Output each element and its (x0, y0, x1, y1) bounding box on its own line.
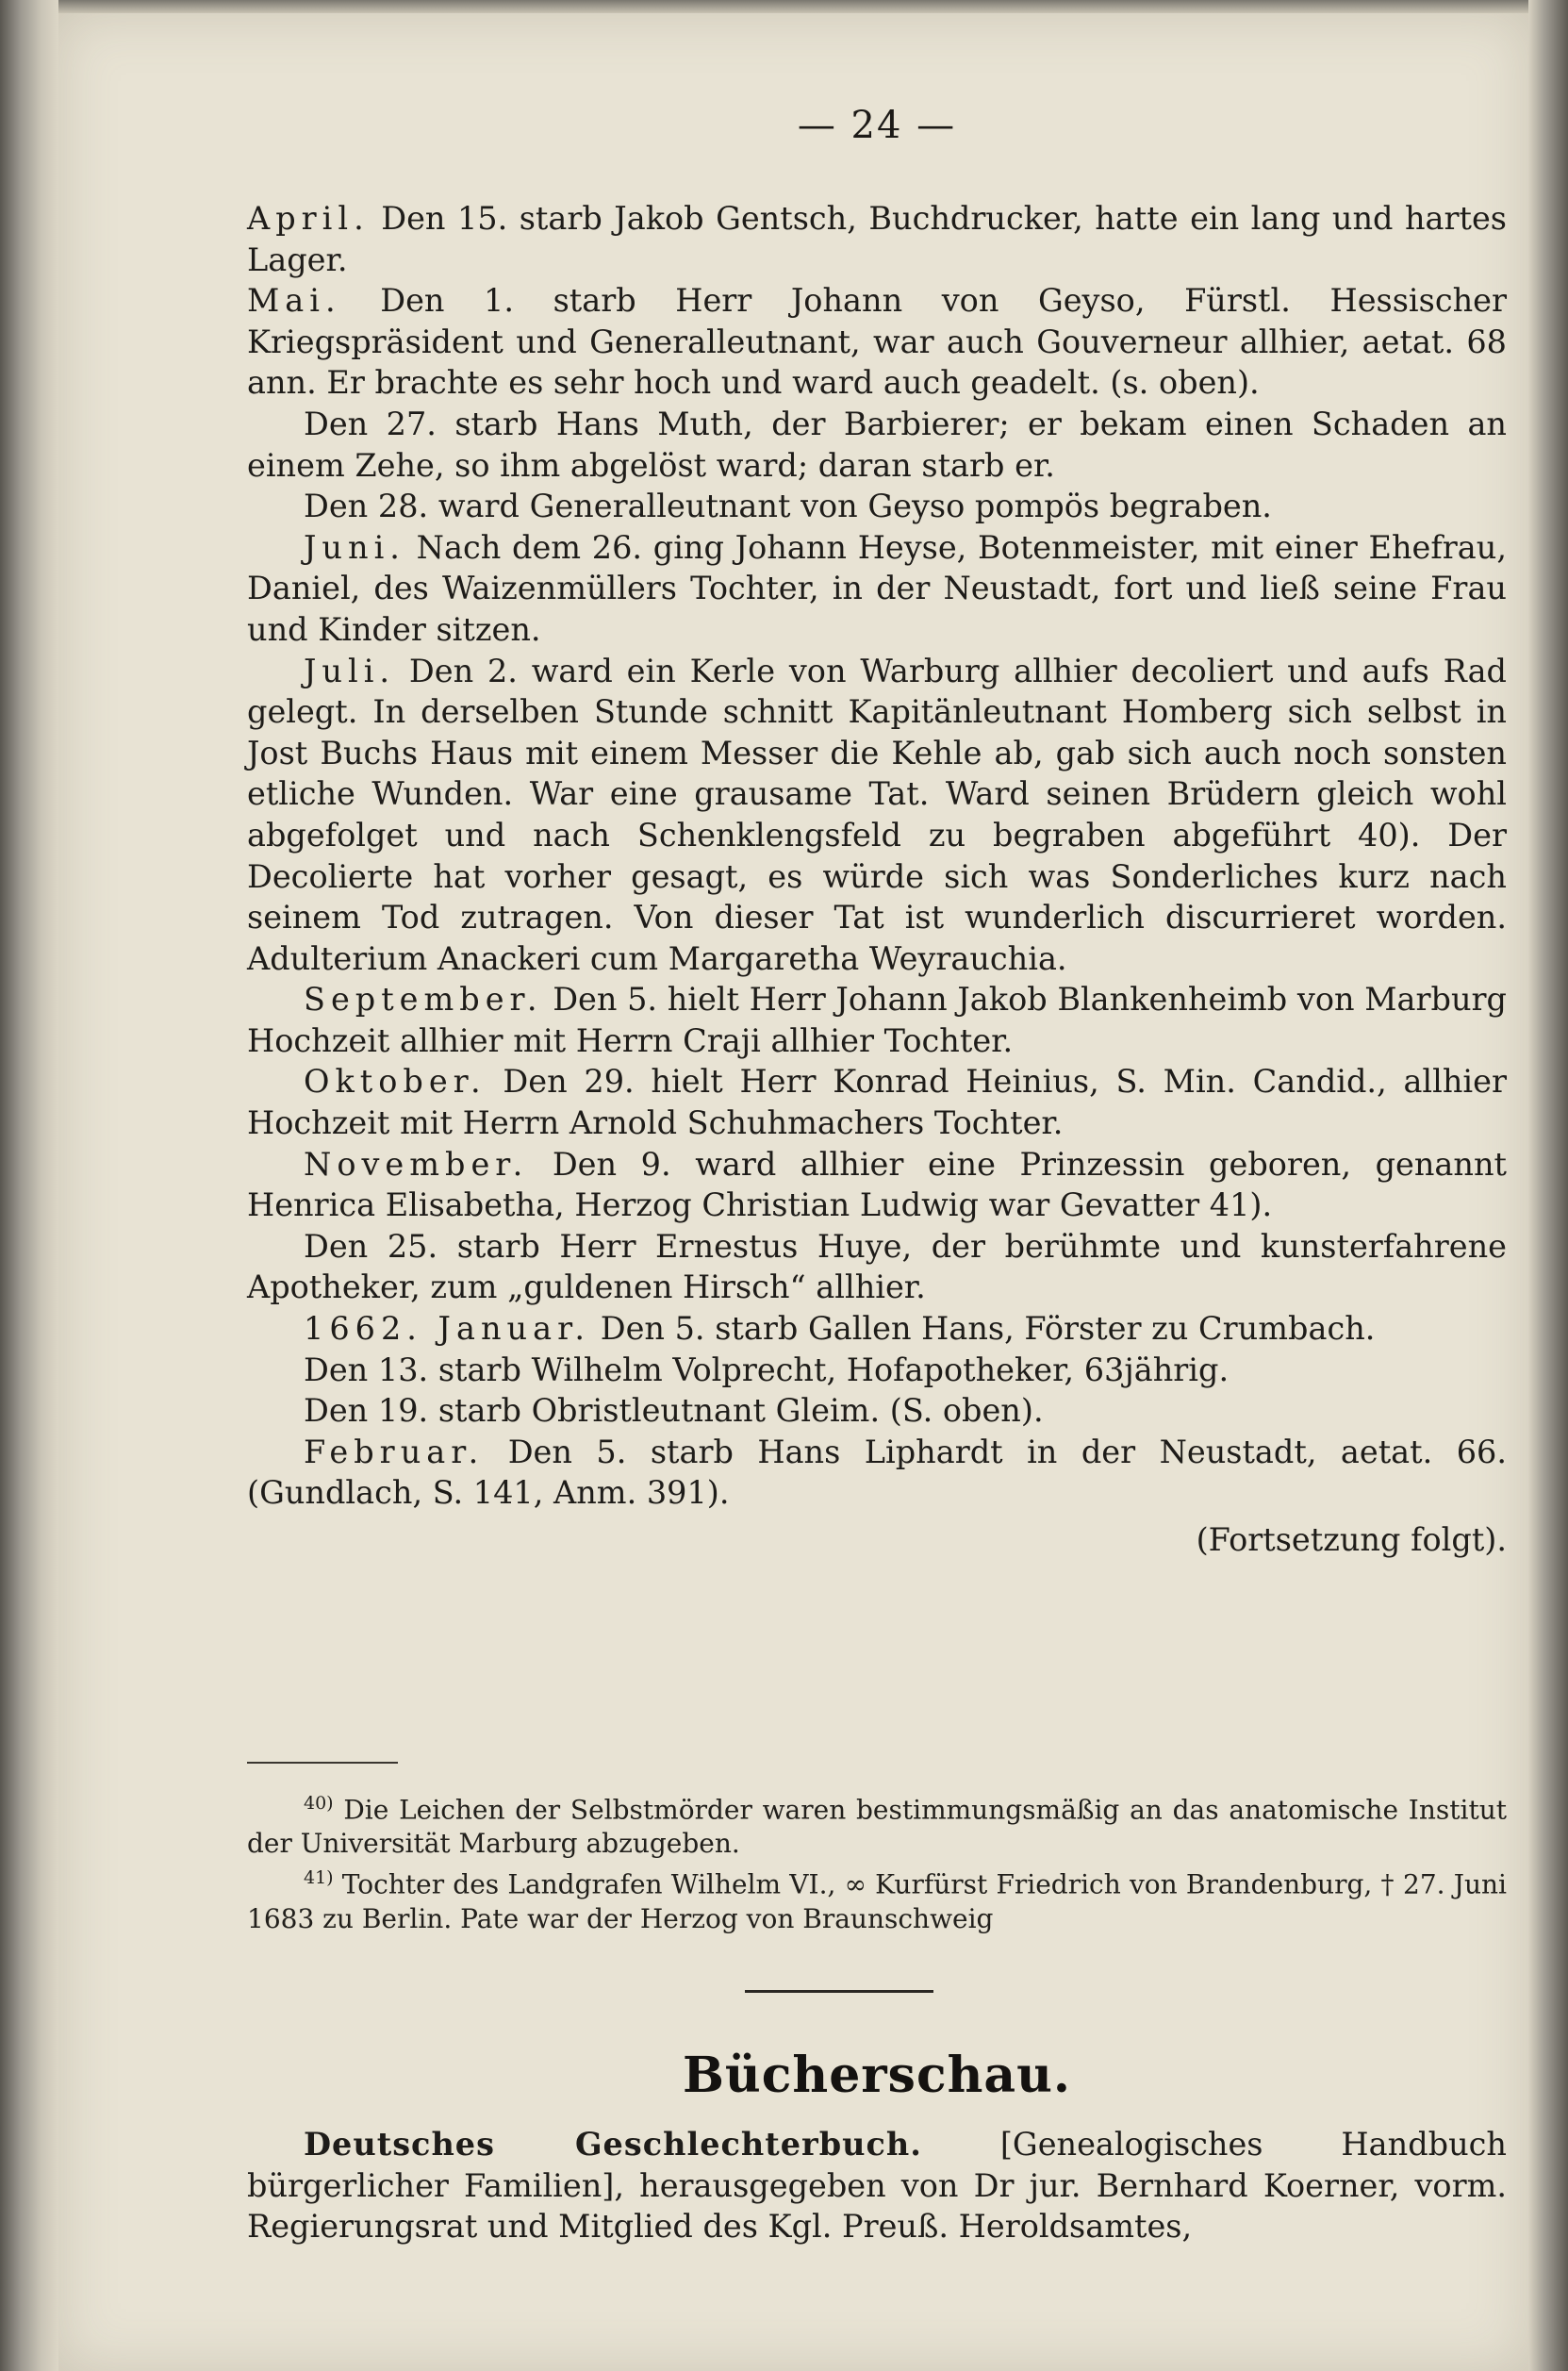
entry-text: Den 9. ward allhier eine Prinzessin geboren, genannt Henrica Elisabetha, Herzog Christian Ludwig war Gevatter 41). (247, 1145, 1507, 1224)
entry-mai (247, 280, 1507, 404)
entry-april (247, 198, 1507, 280)
entry-mai-28 (247, 486, 1507, 527)
section-divider (745, 1990, 933, 1993)
entry-november-25 (247, 1226, 1507, 1308)
month-label: November. (304, 1145, 529, 1183)
entry-januar-1662 (247, 1308, 1507, 1350)
month-label: 1662. Januar. (304, 1310, 591, 1348)
month-label: September. (304, 981, 543, 1019)
chronicle-text (247, 198, 1507, 1561)
month-label: April. (247, 200, 370, 237)
text-column (247, 13, 1507, 2371)
entry-text: Den 15. starb Jakob Gentsch, Buchdrucker, hatte ein lang und hartes Lager. (247, 200, 1507, 278)
footnote-divider (247, 1762, 398, 1764)
review-text: [Genealogisches Handbuch bürgerlicher Familien], herausgegeben von Dr jur. Bernhard Koerner, vorm. Regierungsrat und Mitglied des Kgl. Preuß. Heroldsamtes, (247, 2126, 1507, 2246)
footnotes (247, 1786, 1507, 1936)
footnote-40 (247, 1786, 1507, 1861)
book-edge-top (0, 0, 1568, 13)
entry-text: Den 5. hielt Herr Johann Jakob Blankenheimb von Marburg Hochzeit allhier mit Herrn Craji allhier Tochter. (247, 981, 1507, 1059)
entry-januar-13 (247, 1350, 1507, 1391)
book-review (247, 2124, 1507, 2247)
entry-text: Den 5. starb Gallen Hans, Förster zu Crumbach. (590, 1310, 1376, 1348)
footnote-41 (247, 1861, 1507, 1935)
book-edge-right (1528, 0, 1568, 2371)
footnote-mark: 40) (304, 1793, 334, 1814)
book-edge-left (0, 0, 58, 2371)
page-number: — 24 — (797, 104, 957, 147)
entry-text: Den 29. hielt Herr Konrad Heinius, S. Min. Candid., allhier Hochzeit mit Herrn Arnold Schuhmachers Tochter. (247, 1063, 1507, 1142)
entry-text: Den 2. ward ein Kerle von Warburg allhier decoliert und aufs Rad gelegt. In derselben Stunde schnitt Kapitänleutnant Homberg sich selbst in Jost Buchs Haus mit einem Messer die Kehle ab, gab sich auch noch sonsten etliche Wunden. War eine grausame Tat. Ward seinen Brüdern gleich wohl abgefolget und nach Schenklengsfeld zu begraben abgeführt 40). Der Decolierte hat vorher gesagt, es würde sich was Sonderliches kurz nach seinem Tod zutragen. Von dieser Tat ist wunderlich discurrieret worden. Adulterium Anackeri cum Margaretha Weyrauchia. (247, 652, 1507, 977)
entry-oktober (247, 1061, 1507, 1143)
entry-text: Den 1. starb Herr Johann von Geyso, Fürstl. Hessischer Kriegspräsident und Generalleutnant, war auch Gouverneur allhier, aetat. 68 ann. Er brachte es sehr hoch und ward auch geadelt. (s. oben). (247, 282, 1507, 402)
entry-juli (247, 651, 1507, 980)
entry-text: Den 27. starb Hans Muth, der Barbierer; er bekam einen Schaden an einem Zehe, so ihm abgelöst ward; daran starb er. (247, 405, 1507, 484)
continuation-note: (Fortsetzung folgt). (1196, 1521, 1507, 1558)
entry-text: Den 28. ward Generalleutnant von Geyso pompös begraben. (304, 488, 1272, 525)
entry-text: Den 13. starb Wilhelm Volprecht, Hofapotheker, 63jährig. (304, 1351, 1230, 1388)
entry-text: Den 25. starb Herr Ernestus Huye, der berühmte und kunsterfahrene Apotheker, zum „guldenen Hirsch“ allhier. (247, 1227, 1507, 1306)
entry-text: Den 5. starb Hans Liphardt in der Neustadt, aetat. 66. (Gundlach, S. 141, Anm. 391). (247, 1433, 1507, 1512)
book-page (58, 13, 1528, 2371)
entry-mai-27 (247, 404, 1507, 486)
entry-februar (247, 1432, 1507, 1514)
footnote-text: Tochter des Landgrafen Wilhelm VI., ∞ Kurfürst Friedrich von Brandenburg, † 27. Juni 1683 zu Berlin. Pate war der Herzog von Braunschweig (247, 1868, 1507, 1934)
month-label: Oktober. (304, 1063, 487, 1101)
review-paragraph (247, 2124, 1507, 2247)
entry-januar-19 (247, 1390, 1507, 1432)
entry-november (247, 1144, 1507, 1226)
footnote-text: Die Leichen der Selbstmörder waren bestimmungsmäßig an das anatomische Institut der Universität Marburg abzugeben. (247, 1794, 1507, 1860)
book-title: Deutsches Geschlechterbuch. (304, 2126, 922, 2163)
section-heading: Bücherschau. (682, 2047, 1072, 2104)
month-label: Juli. (304, 652, 396, 689)
entry-text: Den 19. starb Obristleutnant Gleim. (S. oben). (304, 1392, 1044, 1430)
footnote-mark: 41) (304, 1867, 334, 1889)
entry-juni (247, 527, 1507, 651)
entry-text: Nach dem 26. ging Johann Heyse, Botenmeister, mit einer Ehefrau, Daniel, des Waizenmüllers Tochter, in der Neustadt, fort und ließ seine Frau und Kinder sitzen. (247, 528, 1507, 648)
month-label: Februar. (304, 1433, 485, 1470)
entry-september (247, 979, 1507, 1061)
month-label: Mai. (247, 282, 341, 320)
month-label: Juni. (304, 528, 405, 566)
